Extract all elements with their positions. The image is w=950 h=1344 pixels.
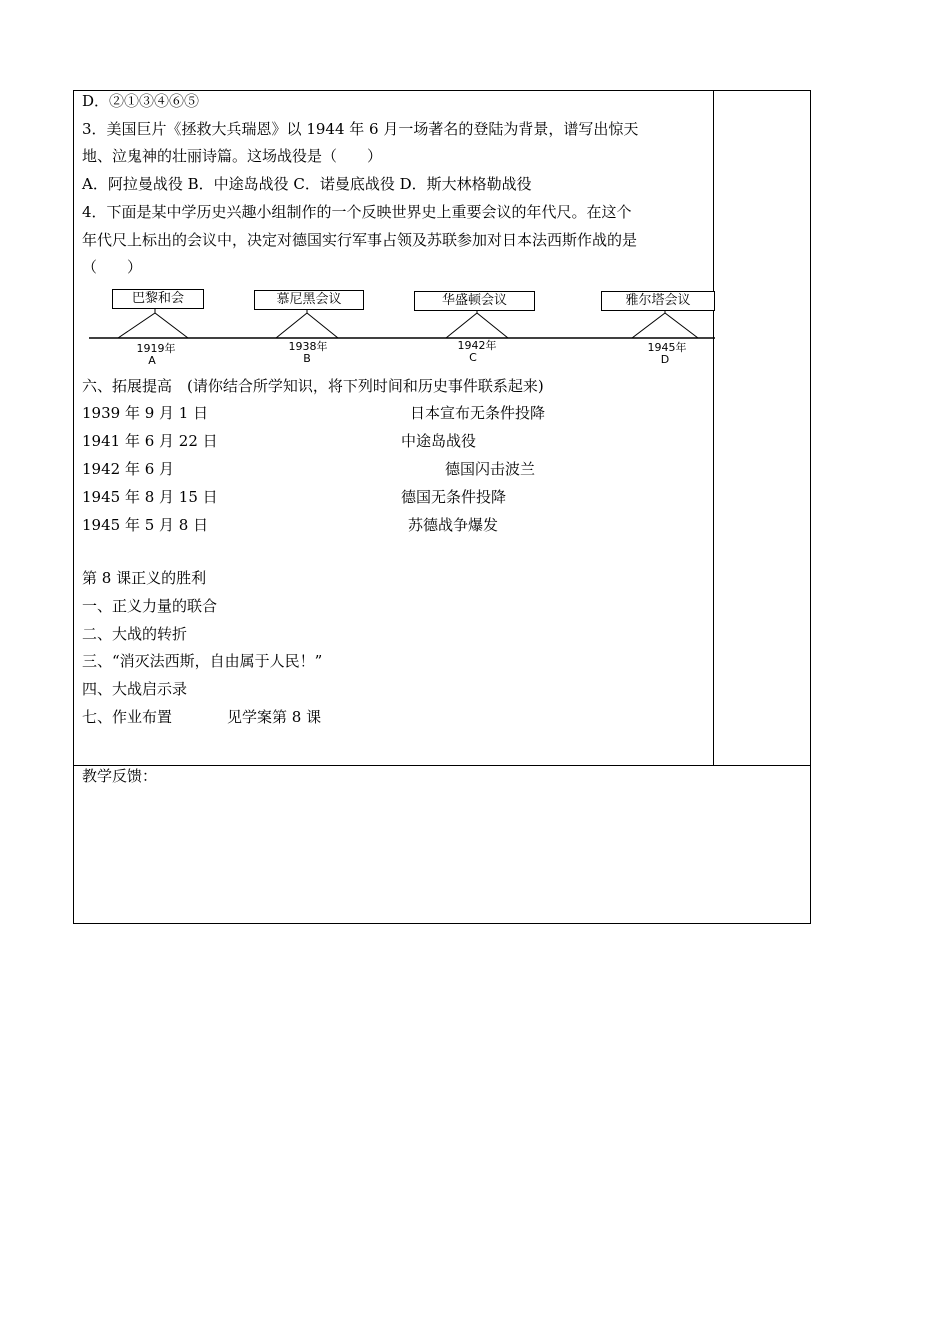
timeline-year-b: 1938年 — [288, 340, 328, 353]
match-event-2: 中途岛战役 — [401, 432, 477, 450]
timeline-year-a: 1919年 — [136, 342, 176, 355]
timeline-letter-d: D — [660, 353, 670, 366]
match-event-4: 德国无条件投降 — [401, 488, 507, 506]
lesson-item-2: 二、大战的转折 — [82, 625, 188, 643]
timeline-label-a: 巴黎和会 — [112, 289, 204, 309]
timeline-year-d: 1945年 — [647, 341, 687, 354]
homework-label: 七、作业布置 — [82, 708, 173, 726]
timeline-label-d: 雅尔塔会议 — [601, 291, 715, 311]
column-divider — [713, 90, 714, 766]
lesson-item-3: 三、“消灭法西斯，自由属于人民！” — [82, 652, 323, 670]
match-date-4: 1945 年 8 月 15 日 — [82, 488, 218, 506]
match-date-5: 1945 年 5 月 8 日 — [82, 516, 209, 534]
lesson-item-1: 一、正义力量的联合 — [82, 597, 218, 615]
row-divider — [73, 765, 811, 766]
q3-line-1: 3．美国巨片《拯救大兵瑞恩》以 1944 年 6 月一场著名的登陆为背景，谱写出惊天 — [82, 120, 639, 138]
match-date-2: 1941 年 6 月 22 日 — [82, 432, 218, 450]
timeline-label-c: 华盛顿会议 — [414, 291, 535, 311]
section-6-heading: 六、拓展提高 (请你结合所学知识，将下列时间和历史事件联系起来) — [82, 377, 544, 395]
feedback-label: 教学反馈： — [82, 767, 158, 785]
q3-options: A．阿拉曼战役 B．中途岛战役 C．诺曼底战役 D．斯大林格勒战役 — [82, 175, 532, 193]
lesson-item-4: 四、大战启示录 — [82, 680, 188, 698]
homework-value: 见学案第 8 课 — [227, 708, 322, 726]
match-event-1: 日本宣布无条件投降 — [410, 404, 546, 422]
timeline-letter-a: A — [148, 354, 156, 367]
timeline-year-c: 1942年 — [457, 339, 497, 352]
q4-line-1: 4．下面是某中学历史兴趣小组制作的一个反映世界史上重要会议的年代尺。在这个 — [82, 203, 632, 221]
option-d: D．②①③④⑥⑤ — [82, 92, 200, 110]
timeline-label-b: 慕尼黑会议 — [254, 290, 364, 310]
match-date-3: 1942 年 6 月 — [82, 460, 175, 478]
timeline-letter-c: C — [469, 351, 477, 364]
match-event-5: 苏德战争爆发 — [408, 516, 499, 534]
match-date-1: 1939 年 9 月 1 日 — [82, 404, 209, 422]
lesson-title: 第 8 课正义的胜利 — [82, 569, 207, 587]
match-event-3: 德国闪击波兰 — [445, 460, 536, 478]
q4-line-2: 年代尺上标出的会议中，决定对德国实行军事占领及苏联参加对日本法西斯作战的是 — [82, 231, 638, 249]
q4-line-3: （ ） — [82, 258, 143, 276]
timeline-letter-b: B — [303, 352, 311, 365]
q3-line-2: 地、泣鬼神的壮丽诗篇。这场战役是（ ） — [82, 147, 383, 165]
